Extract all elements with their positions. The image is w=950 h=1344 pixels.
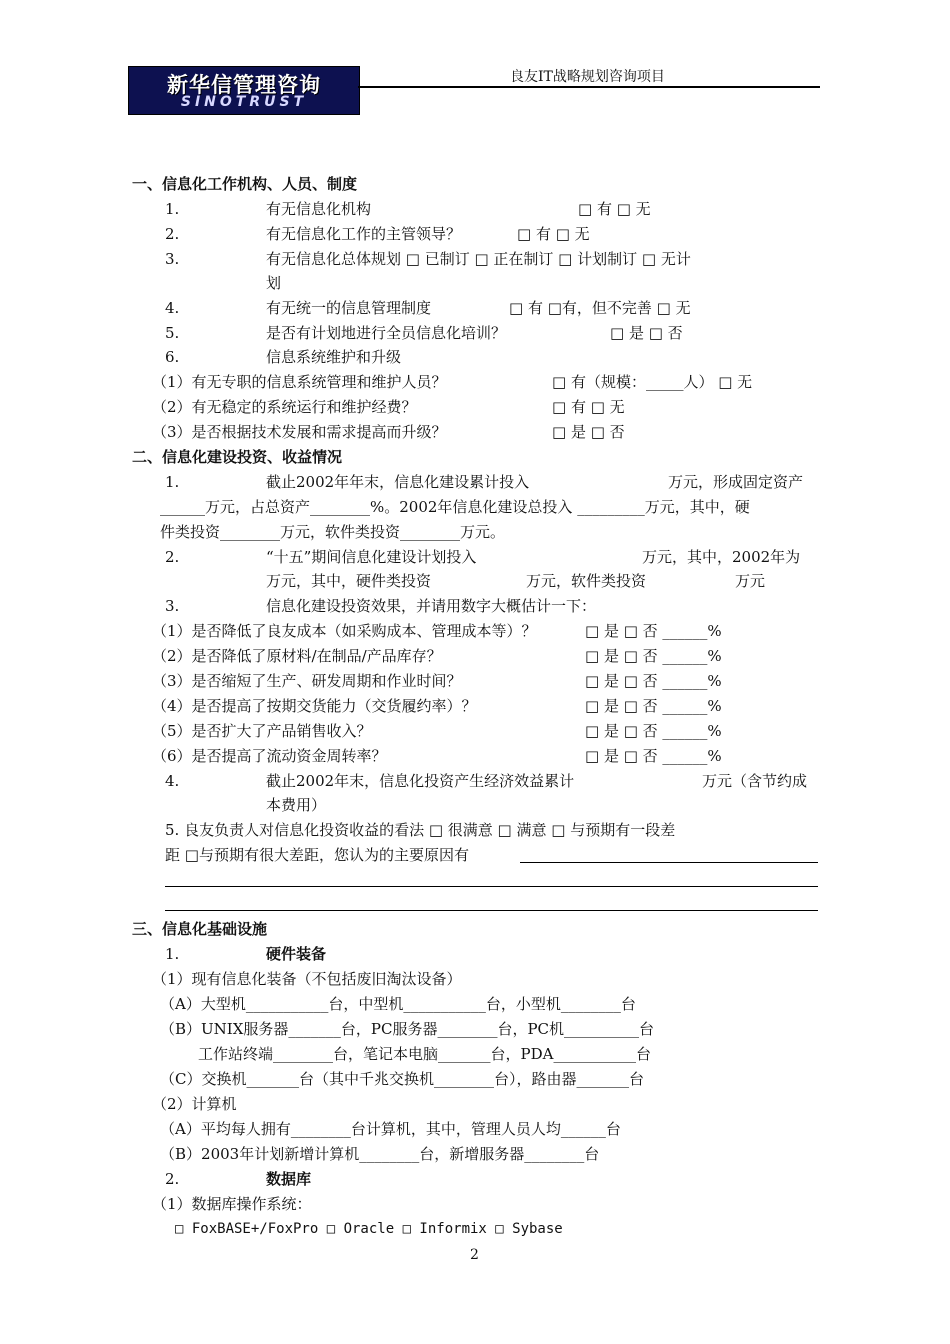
s3-2-1-text: （1）数据库操作系统： (152, 1195, 312, 1213)
q2-1-line3[interactable]: 件类投资________万元，软件类投资________万元。 (160, 523, 506, 541)
q2-3-item-options[interactable]: □ 是 □ 否 ______% (585, 647, 722, 665)
q2-2-line2c: 万元 (735, 572, 766, 590)
s3-2-A-text[interactable]: （A）平均每人拥有________台计算机，其中，管理人员人均______台 (160, 1120, 621, 1138)
q2-4-num: 4. (165, 772, 180, 790)
q2-4-line1a: 截止2002年末，信息化投资产生经济效益累计 (266, 772, 575, 790)
s3-2-B-text[interactable]: （B）2003年计划新增计算机________台，新增服务器________台 (160, 1145, 600, 1163)
q1-4-num: 4. (165, 299, 180, 317)
s3-2-title: 数据库 (266, 1170, 312, 1188)
q1-5-text: 是否有计划地进行全员信息化培训？ (266, 324, 507, 342)
s3-1-B2-text[interactable]: 工作站终端________台，笔记本电脑_______台，PDA___________台 (198, 1045, 651, 1063)
q1-6-3-options[interactable]: □ 是 □ 否 (552, 423, 625, 441)
q2-4-line1b: 万元（含节约成 (702, 772, 808, 790)
q2-2-line1a: “十五”期间信息化建设计划投入 (266, 548, 477, 566)
q1-3-text[interactable]: 有无信息化总体规划 □ 已制订 □ 正在制订 □ 计划制订 □ 无计 (266, 250, 691, 268)
s3-1-1-text: （1）现有信息化装备（不包括废旧淘汰设备） (152, 970, 462, 988)
logo-cn-text: 新华信管理咨询 (167, 73, 321, 97)
q2-3-item-text: （3）是否缩短了生产、研发周期和作业时间？ (152, 672, 462, 690)
q2-1-line1a: 截止2002年年末，信息化建设累计投入 (266, 473, 530, 491)
logo-en-text: SINOTRUST (180, 94, 308, 110)
s3-1-2-text: （2）计算机 (152, 1095, 237, 1113)
s3-1-A-text[interactable]: （A）大型机___________台，中型机___________台，小型机________台 (160, 995, 636, 1013)
q1-4-options[interactable]: □ 有 □有，但不完善 □ 无 (509, 299, 691, 317)
q1-5-num: 5. (165, 324, 180, 342)
q2-3-item-options[interactable]: □ 是 □ 否 ______% (585, 747, 722, 765)
q2-3-text: 信息化建设投资效果，并请用数字大概估计一下： (266, 597, 597, 615)
s3-1-B-text[interactable]: （B）UNIX服务器_______台，PC服务器________台，PC机__________台 (160, 1020, 655, 1038)
header-rule (358, 86, 820, 88)
header-title: 良友IT战略规划咨询项目 (510, 69, 665, 85)
q1-6-num: 6. (165, 348, 180, 366)
q2-1-line1b: 万元，形成固定资产 (668, 473, 804, 491)
answer-line[interactable] (165, 910, 818, 911)
q1-1-num: 1. (165, 200, 180, 218)
answer-line[interactable] (520, 862, 818, 863)
db-options[interactable]: □ FoxBASE+/FoxPro □ Oracle □ Informix □ Sybase (175, 1221, 563, 1237)
s3-1-C-text[interactable]: （C）交换机_______台（其中千兆交换机________台），路由器_______台 (160, 1070, 644, 1088)
q1-2-num: 2. (165, 225, 180, 243)
q2-3-item-text: （1）是否降低了良友成本（如采购成本、管理成本等）？ (152, 622, 537, 640)
q2-3-item-options[interactable]: □ 是 □ 否 ______% (585, 622, 722, 640)
q2-2-line1b: 万元，其中，2002年为 (642, 548, 801, 566)
sinotrust-logo (128, 66, 360, 115)
q1-6-2-options[interactable]: □ 有 □ 无 (552, 398, 625, 416)
q1-6-2-text: （2）有无稳定的系统运行和维护经费？ (152, 398, 417, 416)
section-2-heading: 二、信息化建设投资、收益情况 (132, 448, 343, 466)
section-1-heading: 一、信息化工作机构、人员、制度 (132, 175, 358, 193)
answer-line[interactable] (165, 886, 818, 887)
q1-4-text: 有无统一的信息管理制度 (266, 299, 432, 317)
s3-2-num: 2. (165, 1170, 180, 1188)
q2-3-item-text: （6）是否提高了流动资金周转率？ (152, 747, 387, 765)
s3-1-title: 硬件装备 (266, 945, 327, 963)
q1-6-text: 信息系统维护和升级 (266, 348, 402, 366)
q2-3-item-options[interactable]: □ 是 □ 否 ______% (585, 697, 722, 715)
q2-3-item-options[interactable]: □ 是 □ 否 ______% (585, 672, 722, 690)
q1-3-num: 3. (165, 250, 180, 268)
page-number: 2 (470, 1247, 479, 1263)
q2-3-item-text: （2）是否降低了原材料/在制品/产品库存？ (152, 647, 442, 665)
q1-1-text: 有无信息化机构 (266, 200, 372, 218)
q2-3-num: 3. (165, 597, 180, 615)
q2-5-line1[interactable]: 5. 良友负责人对信息化投资收益的看法 □ 很满意 □ 满意 □ 与预期有一段差 (165, 821, 676, 839)
q2-3-item-options[interactable]: □ 是 □ 否 ______% (585, 722, 722, 740)
q2-4-line2: 本费用） (266, 796, 327, 814)
q1-6-1-text: （1）有无专职的信息系统管理和维护人员？ (152, 373, 447, 391)
q2-1-line2[interactable]: ______万元，占总资产________%。2002年信息化建设总投入 _________万元，其中，硬 (160, 498, 750, 516)
q2-2-line2b: 万元，软件类投资 (526, 572, 647, 590)
q2-3-item-text: （5）是否扩大了产品销售收入？ (152, 722, 372, 740)
q1-1-options[interactable]: □ 有 □ 无 (578, 200, 651, 218)
q2-3-item-text: （4）是否提高了按期交货能力（交货履约率）？ (152, 697, 477, 715)
q1-2-text: 有无信息化工作的主管领导？ (266, 225, 462, 243)
section-3-heading: 三、信息化基础设施 (132, 920, 268, 938)
q2-2-num: 2. (165, 548, 180, 566)
q1-2-options[interactable]: □ 有 □ 无 (517, 225, 590, 243)
q2-5-line2[interactable]: 距 □与预期有很大差距，您认为的主要原因有 (165, 846, 469, 864)
q1-3-text-cont: 划 (266, 274, 282, 292)
q1-6-1-options[interactable]: □ 有（规模：_____人） □ 无 (552, 373, 753, 391)
q2-1-num: 1. (165, 473, 180, 491)
q2-2-line2a: 万元，其中，硬件类投资 (266, 572, 432, 590)
q1-5-options[interactable]: □ 是 □ 否 (610, 324, 683, 342)
s3-1-num: 1. (165, 945, 180, 963)
q1-6-3-text: （3）是否根据技术发展和需求提高而升级？ (152, 423, 447, 441)
